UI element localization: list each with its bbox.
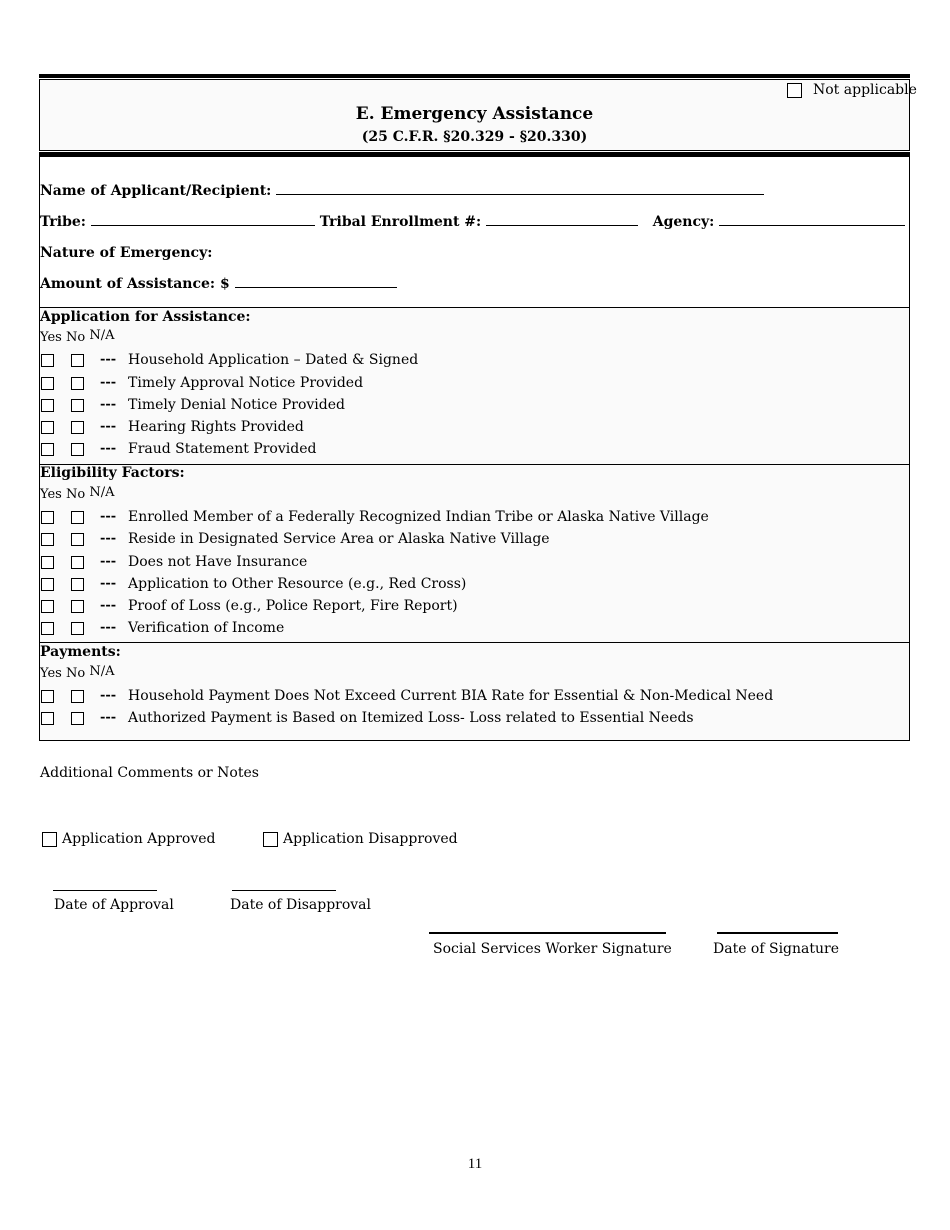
not-applicable-label: Not applicable bbox=[813, 82, 917, 98]
yes-checkbox[interactable] bbox=[41, 690, 54, 703]
na-header: N/A bbox=[89, 664, 115, 679]
na-header: N/A bbox=[89, 328, 115, 343]
no-checkbox[interactable] bbox=[71, 511, 84, 524]
page-title: E. Emergency Assistance bbox=[355, 104, 594, 124]
na-dash: --- bbox=[100, 509, 117, 524]
no-checkbox[interactable] bbox=[71, 690, 84, 703]
yes-checkbox[interactable] bbox=[41, 622, 54, 635]
checklist-item-label: Hearing Rights Provided bbox=[128, 419, 304, 435]
na-dash: --- bbox=[100, 598, 117, 613]
no-header: No bbox=[65, 487, 86, 502]
worker-signature-line[interactable] bbox=[429, 932, 666, 934]
tribe-label: Tribe: bbox=[40, 214, 86, 230]
na-dash: --- bbox=[100, 620, 117, 635]
comments-label: Additional Comments or Notes bbox=[40, 765, 259, 781]
checklist-item-label: Household Payment Does Not Exceed Current BIA Rate for Essential & Non-Medical Need bbox=[128, 688, 774, 704]
na-dash: --- bbox=[100, 554, 117, 569]
na-dash: --- bbox=[100, 441, 117, 456]
na-dash: --- bbox=[100, 688, 117, 703]
tribe-input[interactable] bbox=[91, 214, 315, 226]
yes-checkbox[interactable] bbox=[41, 600, 54, 613]
na-header: N/A bbox=[89, 485, 115, 500]
checklist-item-label: Does not Have Insurance bbox=[128, 554, 308, 570]
agency-input[interactable] bbox=[719, 214, 905, 226]
payments-section-title: Payments: bbox=[40, 644, 121, 660]
enrollment-label: Tribal Enrollment #: bbox=[319, 214, 482, 230]
divider bbox=[39, 642, 910, 643]
na-dash: --- bbox=[100, 375, 117, 390]
na-dash: --- bbox=[100, 710, 117, 725]
no-checkbox[interactable] bbox=[71, 443, 84, 456]
no-checkbox[interactable] bbox=[71, 556, 84, 569]
checklist-item-label: Reside in Designated Service Area or Alaska Native Village bbox=[128, 531, 550, 547]
yes-checkbox[interactable] bbox=[41, 443, 54, 456]
yes-checkbox[interactable] bbox=[41, 511, 54, 524]
no-checkbox[interactable] bbox=[71, 421, 84, 434]
checklist-item-label: Household Application – Dated & Signed bbox=[128, 352, 419, 368]
checklist-item-label: Verification of Income bbox=[128, 620, 285, 636]
eligibility-section-title: Eligibility Factors: bbox=[40, 465, 185, 481]
worker-signature-label: Social Services Worker Signature bbox=[433, 941, 672, 957]
no-checkbox[interactable] bbox=[71, 578, 84, 591]
yes-checkbox[interactable] bbox=[41, 533, 54, 546]
checklist-item-label: Fraud Statement Provided bbox=[128, 441, 317, 457]
column-headers bbox=[40, 487, 114, 502]
not-applicable-checkbox[interactable] bbox=[787, 83, 802, 98]
applicant-name-input[interactable] bbox=[276, 183, 764, 195]
amount-field bbox=[40, 276, 397, 292]
yes-header: Yes bbox=[40, 487, 62, 502]
no-header: No bbox=[65, 330, 86, 345]
yes-checkbox[interactable] bbox=[41, 354, 54, 367]
page-number: 11 bbox=[467, 1156, 483, 1172]
header-border-thin bbox=[39, 150, 910, 151]
yes-checkbox[interactable] bbox=[41, 556, 54, 569]
application-section-title: Application for Assistance: bbox=[40, 309, 251, 325]
disapproved-checkbox[interactable] bbox=[263, 832, 278, 847]
no-checkbox[interactable] bbox=[71, 600, 84, 613]
checklist-item-label: Application to Other Resource (e.g., Red Cross) bbox=[128, 576, 467, 592]
citation: (25 C.F.R. §20.329 - §20.330) bbox=[361, 129, 588, 145]
no-checkbox[interactable] bbox=[71, 377, 84, 390]
agency-label: Agency: bbox=[652, 214, 715, 230]
date-disapproval-line[interactable] bbox=[232, 890, 336, 891]
checklist-item-label: Timely Approval Notice Provided bbox=[128, 375, 364, 391]
no-checkbox[interactable] bbox=[71, 712, 84, 725]
disapproved-label: Application Disapproved bbox=[283, 831, 458, 847]
enrollment-input[interactable] bbox=[486, 214, 638, 226]
date-signature-line[interactable] bbox=[717, 932, 838, 934]
yes-checkbox[interactable] bbox=[41, 399, 54, 412]
na-dash: --- bbox=[100, 531, 117, 546]
date-disapproval-label: Date of Disapproval bbox=[230, 897, 372, 913]
applicant-name-label: Name of Applicant/Recipient: bbox=[40, 183, 272, 199]
top-border bbox=[39, 74, 910, 78]
checklist-item-label: Enrolled Member of a Federally Recognized Indian Tribe or Alaska Native Village bbox=[128, 509, 709, 525]
na-dash: --- bbox=[100, 397, 117, 412]
no-checkbox[interactable] bbox=[71, 622, 84, 635]
tribe-row bbox=[40, 214, 905, 230]
date-signature-label: Date of Signature bbox=[713, 941, 840, 957]
no-checkbox[interactable] bbox=[71, 354, 84, 367]
approved-label: Application Approved bbox=[62, 831, 216, 847]
yes-checkbox[interactable] bbox=[41, 578, 54, 591]
applicant-name-field bbox=[40, 183, 764, 199]
amount-label: Amount of Assistance: $ bbox=[40, 276, 230, 292]
no-checkbox[interactable] bbox=[71, 399, 84, 412]
date-approval-line[interactable] bbox=[53, 890, 157, 891]
approved-checkbox[interactable] bbox=[42, 832, 57, 847]
checklist-item-label: Proof of Loss (e.g., Police Report, Fire Report) bbox=[128, 598, 458, 614]
date-approval-label: Date of Approval bbox=[54, 897, 174, 913]
yes-header: Yes bbox=[40, 666, 62, 681]
na-dash: --- bbox=[100, 352, 117, 367]
nature-label: Nature of Emergency: bbox=[40, 245, 213, 261]
yes-checkbox[interactable] bbox=[41, 421, 54, 434]
yes-checkbox[interactable] bbox=[41, 377, 54, 390]
no-header: No bbox=[65, 666, 86, 681]
checklist-item-label: Authorized Payment is Based on Itemized Loss- Loss related to Essential Needs bbox=[128, 710, 694, 726]
na-dash: --- bbox=[100, 419, 117, 434]
column-headers bbox=[40, 330, 114, 345]
amount-input[interactable] bbox=[235, 276, 397, 288]
yes-checkbox[interactable] bbox=[41, 712, 54, 725]
na-dash: --- bbox=[100, 576, 117, 591]
column-headers bbox=[40, 666, 114, 681]
no-checkbox[interactable] bbox=[71, 533, 84, 546]
yes-header: Yes bbox=[40, 330, 62, 345]
checklist-item-label: Timely Denial Notice Provided bbox=[128, 397, 345, 413]
